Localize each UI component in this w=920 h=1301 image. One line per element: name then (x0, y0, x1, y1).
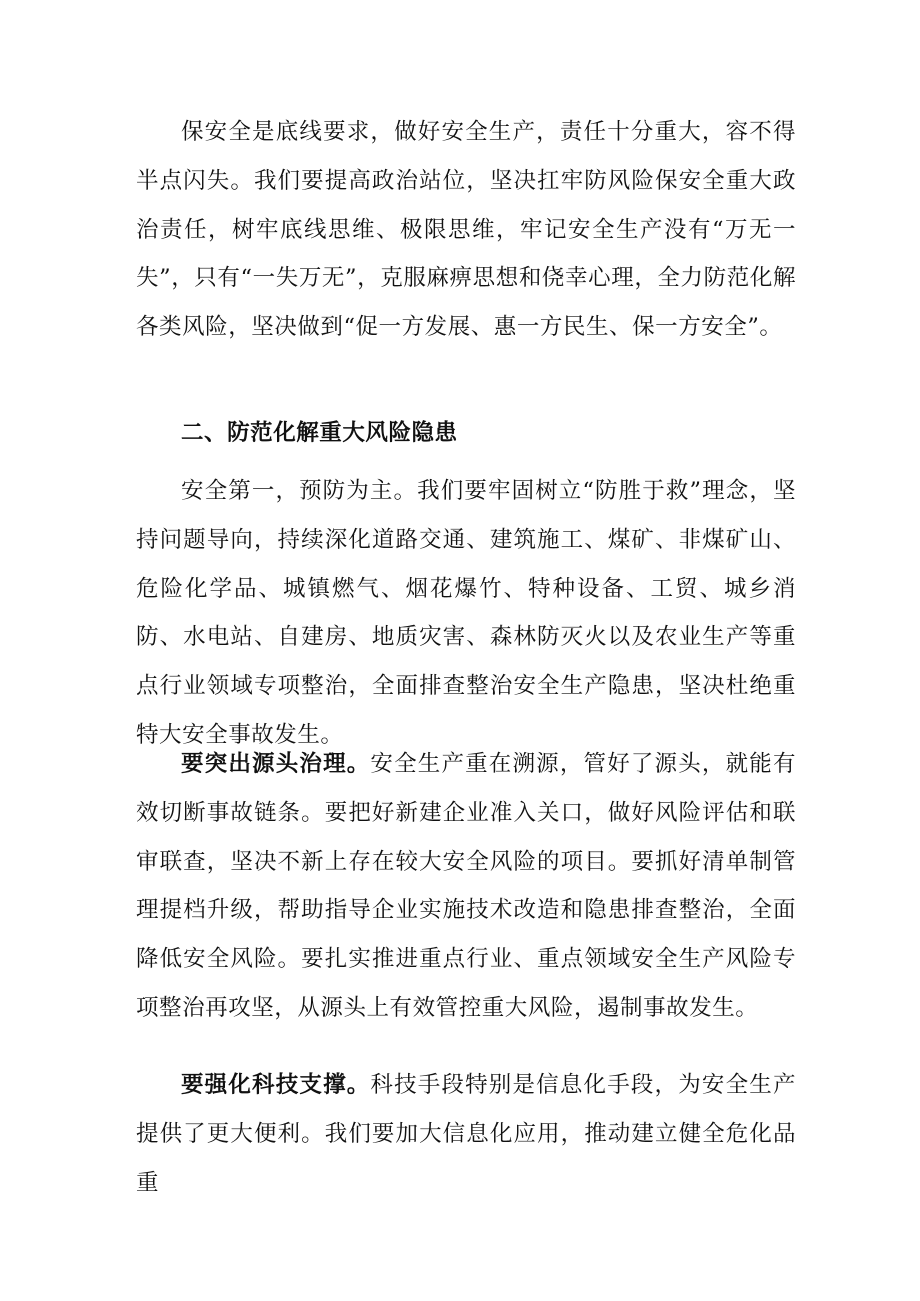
paragraph-text (136, 1061, 796, 1207)
section-heading: 二、防范化解重大风险隐患 (181, 420, 458, 446)
paragraph-body: 安全生产重在溯源，管好了源头，就能有效切断事故链条。要把好新建企业准入关口，做好风险评估和联审联查，坚决不新上存在较大安全风险的项目。要抓好清单制管理提档升级，帮助指导企业实施技术改造和隐患排查整治，全面降低安全风险。要扎实推进重点行业、重点领域安全生产风险专项整治再攻坚，从源头上有效管控重大风险，遏制事故发生。 (136, 751, 796, 1021)
paragraph-lead-bold: 要突出源头治理。 (181, 751, 371, 777)
paragraph-text (136, 740, 796, 1033)
paragraph-safety-baseline (136, 108, 796, 352)
paragraph-prevention-first (136, 467, 796, 760)
paragraph-source-governance (136, 740, 796, 1033)
paragraph-tech-support (136, 1061, 796, 1207)
paragraph-text: 安全第一，预防为主。我们要牢固树立“防胜于救”理念，坚持问题导向，持续深化道路交通、建筑施工、煤矿、非煤矿山、危险化学品、城镇燃气、烟花爆竹、特种设备、工贸、城乡消防、水电站、自建房、地质灾害、森林防灭火以及农业生产等重点行业领域专项整治，全面排查整治安全生产隐患，坚决杜绝重特大安全事故发生。 (136, 478, 796, 748)
paragraph-lead-bold: 要强化科技支撑。 (181, 1072, 371, 1098)
paragraph-body: 科技手段特别是信息化手段，为安全生产提供了更大便利。我们要加大信息化应用，推动建立健全危化品重 (136, 1072, 796, 1196)
paragraph-text: 保安全是底线要求，做好安全生产，责任十分重大，容不得半点闪失。我们要提高政治站位，坚决扛牢防风险保安全重大政治责任，树牢底线思维、极限思维，牢记安全生产没有“万无一失”，只有“一失万无”，克服麻痹思想和侥幸心理，全力防范化解各类风险，坚决做到“促一方发展、惠一方民生、保一方安全”。 (136, 119, 796, 341)
